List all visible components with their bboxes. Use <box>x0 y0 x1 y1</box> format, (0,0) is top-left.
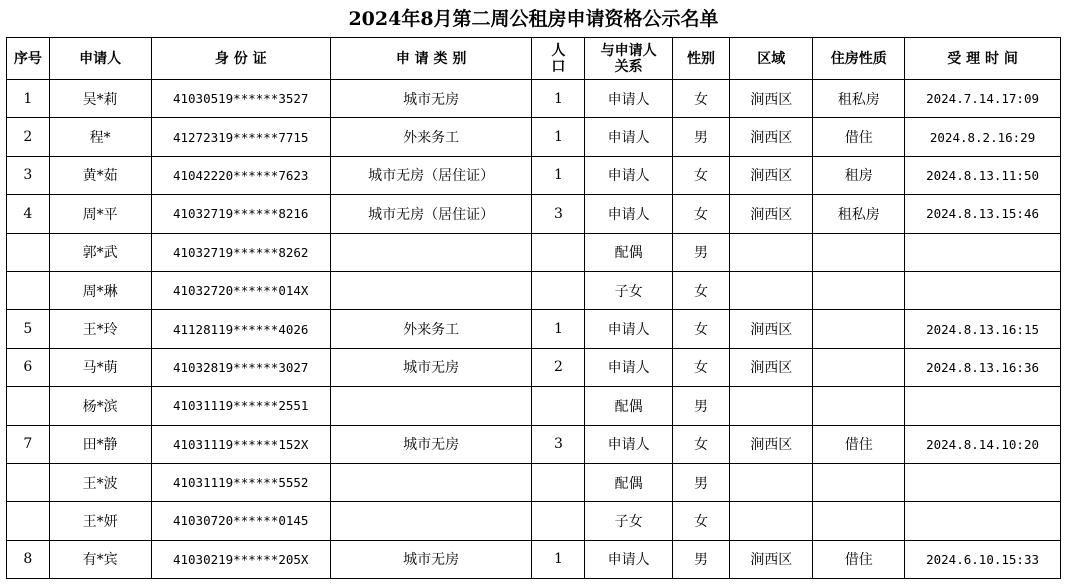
cell-id-number: 41272319******7715 <box>151 118 330 156</box>
cell-relation: 子女 <box>585 502 673 540</box>
cell-time <box>905 502 1061 540</box>
cell-seq <box>7 387 50 425</box>
cell-applicant: 杨*滨 <box>49 387 151 425</box>
cell-applicant: 王*波 <box>49 463 151 501</box>
cell-relation: 子女 <box>585 271 673 309</box>
cell-seq: 2 <box>7 118 50 156</box>
header-people <box>532 38 585 80</box>
cell-id-number: 41030519******3527 <box>151 80 330 118</box>
cell-applicant: 王*玲 <box>49 310 151 348</box>
cell-time: 2024.8.13.11:50 <box>905 156 1061 194</box>
cell-relation: 申请人 <box>585 348 673 386</box>
cell-id-number: 41032719******8216 <box>151 195 330 233</box>
cell-housing: 租房 <box>813 156 905 194</box>
cell-people <box>532 502 585 540</box>
cell-housing <box>813 348 905 386</box>
cell-id-number: 41031119******2551 <box>151 387 330 425</box>
cell-time <box>905 271 1061 309</box>
cell-id-number: 41032819******3027 <box>151 348 330 386</box>
table-header-row <box>7 38 1061 80</box>
cell-district <box>729 387 813 425</box>
cell-applicant: 有*宾 <box>49 540 151 578</box>
cell-housing: 借住 <box>813 425 905 463</box>
cell-district: 涧西区 <box>729 310 813 348</box>
cell-category <box>330 502 532 540</box>
cell-seq: 8 <box>7 540 50 578</box>
cell-seq: 5 <box>7 310 50 348</box>
cell-id-number: 41042220******7623 <box>151 156 330 194</box>
cell-people: 1 <box>532 540 585 578</box>
cell-relation: 申请人 <box>585 310 673 348</box>
cell-gender: 女 <box>672 348 729 386</box>
cell-gender: 男 <box>672 233 729 271</box>
cell-people: 3 <box>532 425 585 463</box>
cell-time <box>905 387 1061 425</box>
cell-seq <box>7 271 50 309</box>
cell-time: 2024.8.2.16:29 <box>905 118 1061 156</box>
cell-gender: 女 <box>672 310 729 348</box>
table-row <box>7 463 1061 501</box>
cell-district: 涧西区 <box>729 425 813 463</box>
table-row <box>7 387 1061 425</box>
cell-people <box>532 463 585 501</box>
cell-district <box>729 502 813 540</box>
cell-category: 城市无房 <box>330 348 532 386</box>
cell-housing <box>813 310 905 348</box>
cell-relation: 申请人 <box>585 156 673 194</box>
cell-relation: 申请人 <box>585 425 673 463</box>
cell-applicant: 周*琳 <box>49 271 151 309</box>
cell-gender: 女 <box>672 156 729 194</box>
cell-category: 城市无房（居住证） <box>330 195 532 233</box>
table-row <box>7 118 1061 156</box>
cell-seq <box>7 502 50 540</box>
cell-time <box>905 233 1061 271</box>
cell-category <box>330 463 532 501</box>
cell-applicant: 马*萌 <box>49 348 151 386</box>
cell-seq: 1 <box>7 80 50 118</box>
table-row <box>7 156 1061 194</box>
cell-people: 2 <box>532 348 585 386</box>
cell-id-number: 41030219******205X <box>151 540 330 578</box>
cell-relation: 配偶 <box>585 387 673 425</box>
cell-people <box>532 271 585 309</box>
cell-relation: 申请人 <box>585 540 673 578</box>
header-people-line1: 人 <box>551 42 566 59</box>
table-row <box>7 271 1061 309</box>
cell-gender: 女 <box>672 425 729 463</box>
table-row <box>7 80 1061 118</box>
cell-people: 1 <box>532 118 585 156</box>
header-relation <box>585 38 673 80</box>
cell-id-number: 41128119******4026 <box>151 310 330 348</box>
cell-time: 2024.8.14.10:20 <box>905 425 1061 463</box>
table-row <box>7 502 1061 540</box>
cell-time: 2024.8.13.15:46 <box>905 195 1061 233</box>
header-relation-line2: 关系 <box>614 58 643 75</box>
cell-district: 涧西区 <box>729 156 813 194</box>
cell-seq: 7 <box>7 425 50 463</box>
cell-seq <box>7 463 50 501</box>
header-people-line2: 口 <box>551 58 566 75</box>
cell-seq <box>7 233 50 271</box>
cell-people: 1 <box>532 80 585 118</box>
cell-gender: 男 <box>672 118 729 156</box>
cell-people: 3 <box>532 195 585 233</box>
cell-applicant: 田*静 <box>49 425 151 463</box>
cell-seq: 3 <box>7 156 50 194</box>
cell-housing <box>813 502 905 540</box>
cell-housing: 借住 <box>813 118 905 156</box>
cell-district: 涧西区 <box>729 348 813 386</box>
cell-people: 1 <box>532 310 585 348</box>
table-row <box>7 310 1061 348</box>
cell-relation: 申请人 <box>585 80 673 118</box>
cell-people <box>532 233 585 271</box>
cell-id-number: 41032719******8262 <box>151 233 330 271</box>
cell-category: 城市无房（居住证） <box>330 156 532 194</box>
cell-district <box>729 463 813 501</box>
cell-district: 涧西区 <box>729 540 813 578</box>
table-row <box>7 195 1061 233</box>
cell-relation: 申请人 <box>585 118 673 156</box>
cell-gender: 女 <box>672 80 729 118</box>
cell-housing <box>813 271 905 309</box>
cell-people: 1 <box>532 156 585 194</box>
header-time: 受 理 时 间 <box>905 38 1061 80</box>
cell-housing: 租私房 <box>813 195 905 233</box>
table-row <box>7 540 1061 578</box>
cell-id-number: 41031119******152X <box>151 425 330 463</box>
applicant-table <box>6 37 1061 579</box>
cell-relation: 配偶 <box>585 233 673 271</box>
header-housing: 住房性质 <box>813 38 905 80</box>
cell-applicant: 王*妍 <box>49 502 151 540</box>
cell-gender: 男 <box>672 387 729 425</box>
cell-seq: 4 <box>7 195 50 233</box>
cell-time: 2024.6.10.15:33 <box>905 540 1061 578</box>
cell-gender: 女 <box>672 195 729 233</box>
cell-applicant: 吴*莉 <box>49 80 151 118</box>
cell-gender: 女 <box>672 271 729 309</box>
cell-housing <box>813 233 905 271</box>
cell-seq: 6 <box>7 348 50 386</box>
cell-applicant: 周*平 <box>49 195 151 233</box>
cell-district <box>729 271 813 309</box>
header-district: 区域 <box>729 38 813 80</box>
cell-housing <box>813 387 905 425</box>
cell-applicant: 郭*武 <box>49 233 151 271</box>
cell-gender: 女 <box>672 502 729 540</box>
cell-housing: 租私房 <box>813 80 905 118</box>
cell-applicant: 程* <box>49 118 151 156</box>
table-row <box>7 233 1061 271</box>
cell-time: 2024.8.13.16:15 <box>905 310 1061 348</box>
cell-category: 外来务工 <box>330 118 532 156</box>
header-gender: 性别 <box>672 38 729 80</box>
cell-id-number: 41031119******5552 <box>151 463 330 501</box>
cell-gender: 男 <box>672 540 729 578</box>
cell-time: 2024.8.13.16:36 <box>905 348 1061 386</box>
cell-time <box>905 463 1061 501</box>
cell-relation: 配偶 <box>585 463 673 501</box>
cell-district: 涧西区 <box>729 195 813 233</box>
header-category: 申 请 类 别 <box>330 38 532 80</box>
cell-category: 城市无房 <box>330 425 532 463</box>
table-row <box>7 348 1061 386</box>
table-row <box>7 425 1061 463</box>
cell-people <box>532 387 585 425</box>
cell-id-number: 41030720******0145 <box>151 502 330 540</box>
cell-applicant: 黄*茹 <box>49 156 151 194</box>
header-id: 身 份 证 <box>151 38 330 80</box>
cell-district <box>729 233 813 271</box>
cell-category: 城市无房 <box>330 540 532 578</box>
cell-relation: 申请人 <box>585 195 673 233</box>
cell-district: 涧西区 <box>729 80 813 118</box>
cell-gender: 男 <box>672 463 729 501</box>
cell-housing <box>813 463 905 501</box>
header-applicant: 申请人 <box>49 38 151 80</box>
cell-district: 涧西区 <box>729 118 813 156</box>
cell-category <box>330 233 532 271</box>
cell-time: 2024.7.14.17:09 <box>905 80 1061 118</box>
header-relation-line1: 与申请人 <box>600 42 657 59</box>
cell-category <box>330 271 532 309</box>
cell-id-number: 41032720******014X <box>151 271 330 309</box>
cell-category: 外来务工 <box>330 310 532 348</box>
cell-housing: 借住 <box>813 540 905 578</box>
cell-category: 城市无房 <box>330 80 532 118</box>
page-title: 2024年8月第二周公租房申请资格公示名单 <box>348 8 719 30</box>
cell-category <box>330 387 532 425</box>
header-seq: 序号 <box>7 38 50 80</box>
